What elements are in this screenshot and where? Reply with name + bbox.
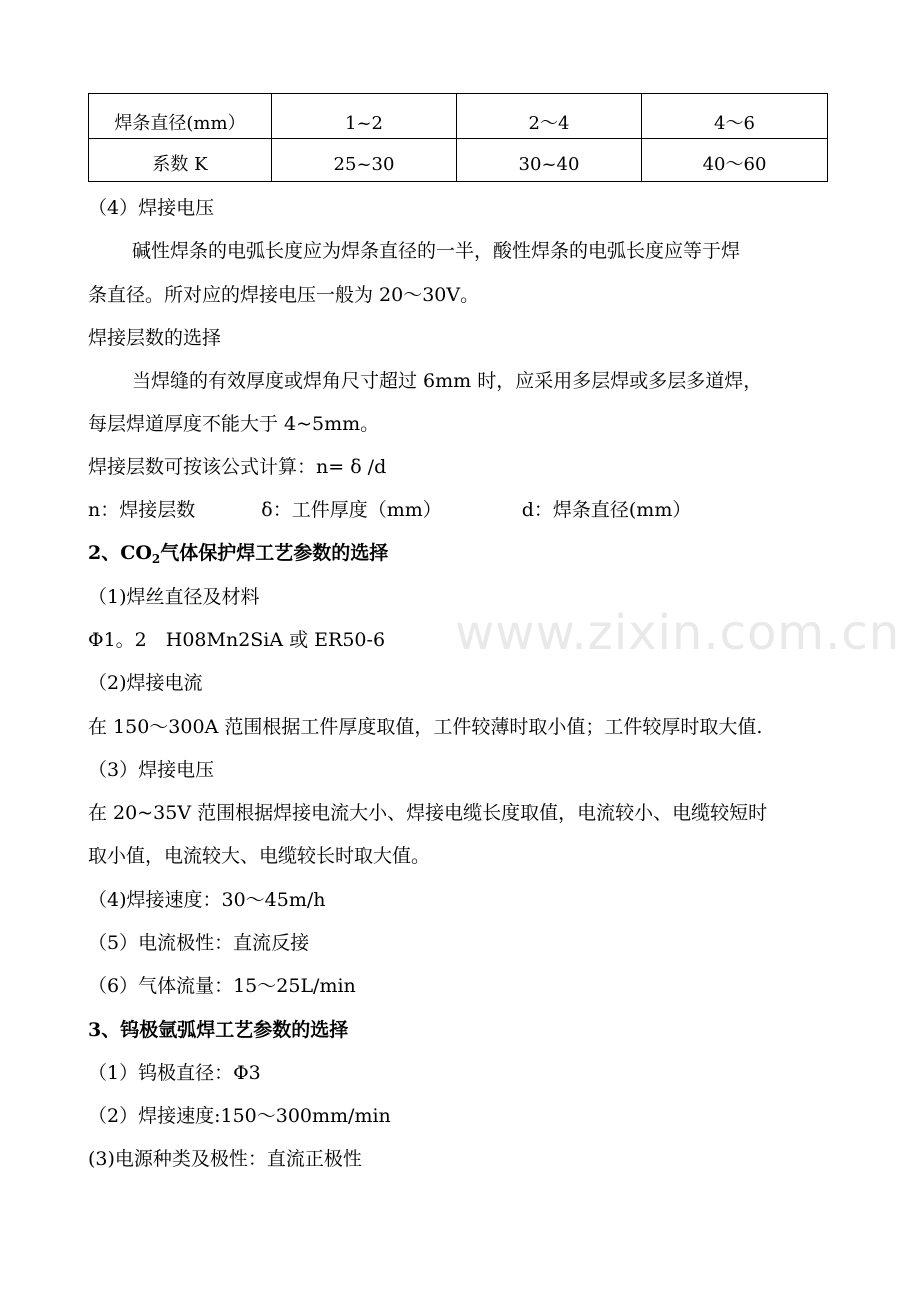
formula-legend: [88, 501, 691, 520]
table-cell: 4～6: [642, 94, 828, 139]
table-cell: 30~40: [457, 139, 642, 182]
wire-value: Φ1。2 H08Mn2SiA 或 ER50-6: [88, 629, 386, 651]
table-row: [89, 139, 828, 182]
co2-section-heading: 2、$CO_2$气体保护焊工艺参数的选择: [88, 542, 389, 566]
co2-polarity: （5）电流极性：直流反接: [88, 932, 310, 954]
table-cell: 系数 K: [89, 139, 272, 182]
co2-gas-flow: （6）气体流量：15～25L/min: [88, 975, 356, 997]
voltage-paragraph-line-2: 条直径。所对应的焊接电压一般为 20～30V。: [88, 284, 480, 306]
layers-paragraph-line-1: 当焊缝的有效厚度或焊角尺寸超过 6mm 时，应采用多层焊或多层多道焊，: [132, 370, 763, 392]
tig-speed: （2）焊接速度:150～300mm/min: [88, 1105, 391, 1127]
table-cell: 40～60: [642, 139, 828, 182]
tig-section-heading: 3、钨极氩弧焊工艺参数的选择: [88, 1019, 349, 1041]
current-paragraph: 在 150～300A 范围根据工件厚度取值，工件较薄时取小值；工件较厚时取大值.: [88, 716, 763, 738]
legend-delta: δ：工件厚度（mm）: [261, 499, 442, 521]
co2-voltage-subheading: （3）焊接电压: [88, 759, 215, 781]
co2-voltage-paragraph-line-1: 在 20~35V 范围根据焊接电流大小、焊接电缆长度取值，电流较小、电缆较短时: [88, 802, 768, 824]
table-cell: 25~30: [272, 139, 457, 182]
legend-d: d：焊条直径(mm）: [521, 499, 692, 521]
tig-power: (3)电源种类及极性：直流正极性: [88, 1148, 362, 1170]
layers-subheading: 焊接层数的选择: [88, 327, 222, 349]
table-cell: 2～4: [457, 94, 642, 139]
co2-speed: （4)焊接速度：30～45m/h: [88, 889, 326, 911]
table-cell: 焊条直径(mm）: [89, 94, 272, 139]
tig-electrode: （1）钨极直径：Φ3: [88, 1062, 261, 1084]
current-subheading: （2)焊接电流: [88, 672, 203, 694]
voltage-subheading: （4）焊接电压: [88, 197, 215, 219]
legend-n: n：焊接层数: [88, 499, 196, 521]
voltage-paragraph-line-1: 碱性焊条的电弧长度应为焊条直径的一半，酸性焊条的电弧长度应等于焊: [132, 240, 741, 262]
wire-subheading: （1)焊丝直径及材料: [88, 586, 260, 608]
co2-voltage-paragraph-line-2: 取小值，电流较大、电缆较长时取大值。: [88, 845, 431, 867]
watermark: www.zixin.com.cn: [455, 605, 901, 661]
table-row: [89, 94, 828, 139]
table-cell: 1~2: [272, 94, 457, 139]
layers-formula: 焊接层数可按该公式计算：n= δ /d: [88, 456, 387, 478]
layers-paragraph-line-2: 每层焊道厚度不能大于 4~5mm。: [88, 413, 380, 435]
electrode-coefficient-table: [88, 93, 828, 182]
